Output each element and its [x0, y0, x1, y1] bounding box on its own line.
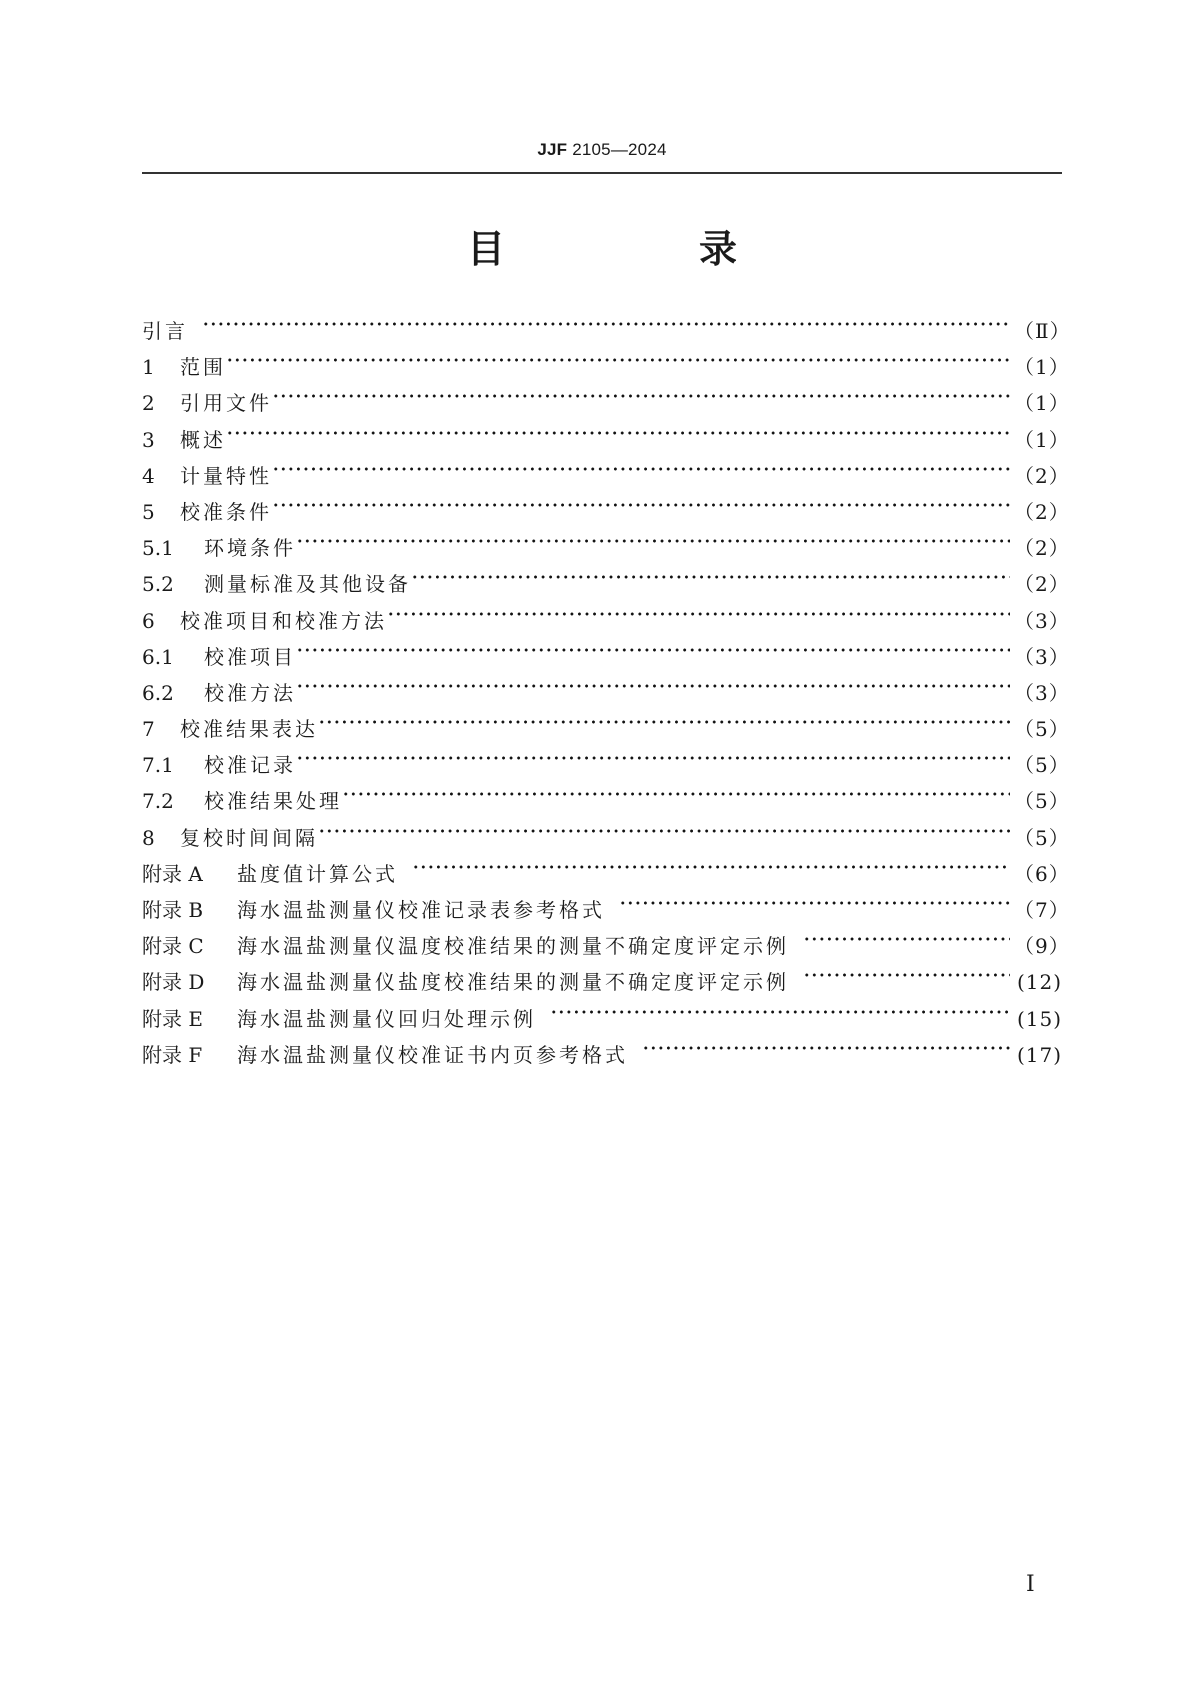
toc-entry-page: （5） — [1014, 717, 1070, 742]
toc-entry-text: 复校时间间隔 — [180, 825, 318, 850]
toc-entry-text: 校准结果表达 — [180, 717, 318, 742]
dot-leader — [803, 953, 1014, 989]
toc-entry-text: 海水温盐测量仪温度校准结果的测量不确定度评定示例 — [237, 934, 789, 959]
toc-entry-text: 引用文件 — [180, 391, 272, 416]
toc-entry-page: （5） — [1014, 825, 1070, 850]
table-of-contents — [142, 302, 1071, 1067]
dot-leader — [318, 809, 1014, 845]
dot-leader — [272, 374, 1014, 410]
toc-entry-page: （2） — [1014, 572, 1070, 597]
toc-entry-page: （7） — [1014, 898, 1070, 922]
toc-entry-number: 5.2 — [142, 572, 174, 597]
page-number: I — [1026, 1572, 1035, 1597]
toc-entry-number: 附录 F — [142, 1042, 203, 1067]
toc-entry-page: （5） — [1014, 789, 1070, 814]
toc-entry-5[interactable] — [142, 483, 1070, 524]
header-divider — [142, 172, 1062, 174]
toc-entry-page: （1） — [1014, 355, 1070, 380]
toc-entry-number: 2 — [142, 391, 155, 416]
toc-entry-4[interactable] — [142, 447, 1070, 488]
toc-entry-number: 附录 E — [142, 1006, 203, 1031]
toc-entry-number: 3 — [142, 427, 155, 452]
dot-leader — [272, 447, 1014, 483]
toc-entry-number: 6 — [142, 608, 155, 633]
dot-leader — [202, 302, 1014, 338]
dot-leader — [296, 519, 1014, 555]
toc-entry-text: 海水温盐测量仪盐度校准结果的测量不确定度评定示例 — [237, 970, 789, 995]
standard-prefix: JJF — [537, 140, 568, 159]
toc-entry-number: 6.2 — [142, 680, 174, 705]
standard-number: 2105—2024 — [572, 140, 667, 159]
toc-entry-text: 校准项目 — [204, 644, 296, 669]
dot-leader — [412, 845, 1014, 881]
toc-entry-intro[interactable] — [142, 302, 1071, 343]
toc-entry-page: （2） — [1014, 463, 1070, 488]
toc-entry-number: 附录 C — [142, 934, 204, 959]
toc-entry-page: (15) — [1016, 1006, 1062, 1031]
toc-entry-number: 附录 B — [142, 898, 204, 922]
dot-leader — [550, 990, 1014, 1026]
dot-leader — [296, 628, 1014, 664]
toc-entry-number: 4 — [142, 463, 155, 488]
toc-entry-number: 7 — [142, 717, 155, 742]
toc-entry-page: (17) — [1016, 1042, 1062, 1067]
toc-entry-text: 计量特性 — [180, 463, 272, 488]
toc-entry-page: （3） — [1014, 608, 1070, 633]
dot-leader — [318, 700, 1014, 736]
dot-leader — [387, 592, 1014, 628]
toc-entry-1[interactable] — [142, 338, 1070, 380]
toc-entry-2[interactable] — [142, 374, 1070, 416]
toc-entry-page: （1） — [1014, 391, 1070, 416]
toc-entry-number: 7.2 — [142, 789, 174, 814]
toc-entry-page: （5） — [1014, 753, 1070, 778]
toc-entry-page: （2） — [1014, 536, 1070, 561]
toc-entry-number: 1 — [142, 355, 155, 380]
toc-entry-text: 校准项目和校准方法 — [180, 608, 387, 633]
toc-entry-page: （2） — [1014, 499, 1070, 524]
dot-leader — [226, 338, 1014, 374]
toc-entry-number: 6.1 — [142, 644, 174, 669]
toc-entry-page: （Ⅱ） — [1014, 319, 1071, 343]
toc-entry-text: 校准条件 — [180, 499, 272, 524]
dot-leader — [272, 483, 1014, 519]
dot-leader — [296, 664, 1014, 700]
toc-entry-text: 校准结果处理 — [204, 789, 342, 814]
toc-entry-number: 7.1 — [142, 753, 174, 778]
toc-entry-text: 环境条件 — [204, 536, 296, 561]
toc-entry-number: 附录 A — [142, 861, 203, 886]
toc-entry-text: 盐度值计算公式 — [237, 861, 398, 886]
toc-entry-number: 5.1 — [142, 536, 174, 561]
toc-entry-page: （9） — [1014, 934, 1070, 959]
toc-entry-page: （6） — [1014, 861, 1070, 886]
toc-entry-text: 测量标准及其他设备 — [204, 572, 411, 597]
dot-leader — [226, 411, 1014, 447]
toc-entry-5-1[interactable] — [142, 519, 1070, 561]
toc-entry-number: 8 — [142, 825, 155, 850]
toc-entry-text: 概述 — [180, 427, 226, 452]
dot-leader — [411, 555, 1014, 591]
toc-entry-page: （3） — [1014, 644, 1070, 669]
document-code-header — [142, 140, 1062, 160]
toc-entry-page: （3） — [1014, 680, 1070, 705]
toc-entry-text: 海水温盐测量仪回归处理示例 — [237, 1006, 536, 1031]
toc-entry-text: 校准方法 — [204, 680, 296, 705]
toc-entry-text: 海水温盐测量仪校准证书内页参考格式 — [237, 1042, 628, 1067]
toc-entry-text: 校准记录 — [204, 753, 296, 778]
toc-entry-text: 海水温盐测量仪校准记录表参考格式 — [237, 898, 605, 922]
toc-entry-number: 附录 D — [142, 970, 205, 995]
toc-entry-3[interactable] — [142, 411, 1070, 452]
dot-leader — [296, 736, 1014, 772]
dot-leader — [619, 881, 1014, 917]
toc-entry-page: （1） — [1014, 427, 1070, 452]
toc-title: 目 录 — [466, 227, 815, 271]
dot-leader — [642, 1026, 1014, 1062]
dot-leader — [342, 772, 1014, 808]
toc-entry-number: 5 — [142, 499, 155, 524]
toc-entry-text: 引言 — [142, 319, 188, 343]
dot-leader — [803, 917, 1014, 953]
toc-entry-text: 范围 — [180, 355, 226, 380]
toc-entry-page: (12) — [1016, 970, 1062, 995]
